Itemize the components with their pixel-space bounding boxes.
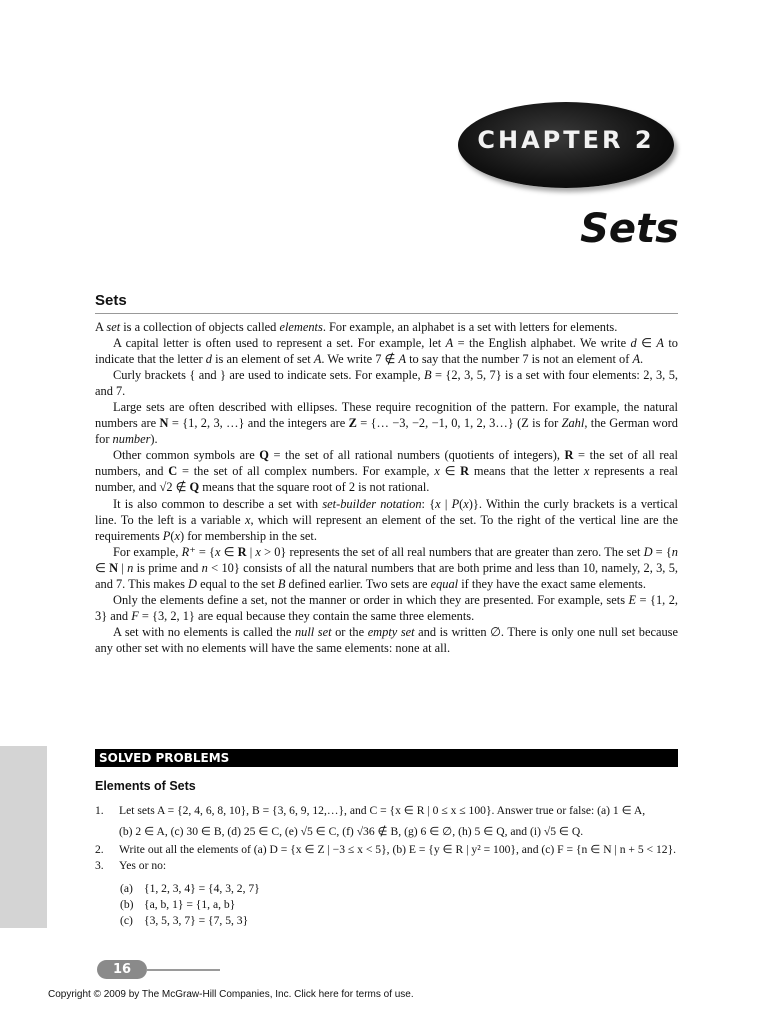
problem-text: (b) 2 ∈ A, (c) 30 ∈ B, (d) 25 ∈ C, (e) √5 ∈ C, (f) √36 ∉ B, (g) 6 ∈ ∅, (h) 5 ∈ Q, and (i) √5 ∈ Q. [119,825,584,838]
paragraph: For example, R⁺ = {x ∈ R | x > 0} represents the set of all real numbers that are greater than zero. The set D = {n ∈ N | n is prime and n < 10} consists of all the natural numbers that are both prime and less than 10, namely, 2, 3, 5, and 7. This makes D equal to the set B defined earlier. Two sets are equal if they have the exact same elements. [95,544,678,591]
option-label: (a) [120,882,133,895]
paragraph: Curly brackets { and } are used to indicate sets. For example, B = {2, 3, 5, 7} is a set with four elements: 2, 3, 5, and 7. [95,368,678,399]
problem-number: 2. [95,843,104,856]
option-text: {1, 2, 3, 4} = {4, 3, 2, 7} [144,882,260,895]
subsection-heading: Elements of Sets [95,779,196,793]
page-edge-tab [0,746,47,928]
paragraph: Only the elements define a set, not the manner or order in which they are presented. For example, sets E = {1, 2, 3} and F = {3, 2, 1} are equal because they contain the same three elements. [95,592,678,623]
section-body [95,319,678,656]
solved-problems-banner: SOLVED PROBLEMS [95,749,678,767]
problem-text: Yes or no: [119,859,167,872]
problem-number: 3. [95,859,104,872]
option-c [120,913,248,928]
chapter-title: Sets [580,206,679,252]
section-divider [95,313,678,314]
page-number: 16 [97,960,147,979]
paragraph: It is also common to describe a set with set-builder notation: {x | P(x)}. Within the curly brackets is a vertical line. To the left is a variable x, which will represent an element of the set. To the right of the vertical line are the requirements P(x) for membership in the set. [95,496,678,543]
option-a [120,881,260,896]
problem-text: Write out all the elements of (a) D = {x ∈ Z | −3 ≤ x < 5}, (b) E = {y ∈ R | y² = 100}, and (c) F = {n ∈ N | n + 5 < 12}. [119,843,677,856]
paragraph: A set with no elements is called the null set or the empty set and is written ∅. There is only one null set because any other set with no elements will have the same elements: none at all. [95,624,678,655]
chapter-label: CHAPTER 2 [477,126,655,154]
option-label: (b) [120,898,134,911]
option-label: (c) [120,914,133,927]
paragraph: A set is a collection of objects called elements. For example, an alphabet is a set with letters for elements. [95,320,618,334]
option-b [120,897,235,912]
section-heading: Sets [95,292,127,309]
problem-number: 1. [95,804,104,817]
paragraph: Other common symbols are Q = the set of all rational numbers (quotients of integers), R = the set of all real numbers, and C = the set of all complex numbers. For example, x ∈ R means that the letter x represents a real number, and √2 ∉ Q means that the square root of 2 is not rational. [95,448,678,495]
option-text: {a, b, 1} = {1, a, b} [144,898,236,911]
copyright-notice[interactable]: Copyright © 2009 by The McGraw-Hill Companies, Inc. Click here for terms of use. [48,989,414,1000]
problem-text: Let sets A = {2, 4, 6, 8, 10}, B = {3, 6, 9, 12,…}, and C = {x ∈ R | 0 ≤ x ≤ 100}. Answer true or false: (a) 1 ∈ A, [119,804,646,817]
page-number-rule [146,969,220,971]
option-text: {3, 5, 3, 7} = {7, 5, 3} [144,914,249,927]
paragraph: Large sets are often described with ellipses. These require recognition of the pattern. For example, the natural numbers are N = {1, 2, 3, …} and the integers are Z = {… −3, −2, −1, 0, 1, 2, 3…} (Z is for Zahl, the German word for number). [95,400,679,447]
paragraph: A capital letter is often used to represent a set. For example, let A = the English alphabet. We write d ∈ A to indicate that the letter d is an element of set A. We write 7 ∉ A to say that the number 7 is not an element of A. [95,336,678,367]
